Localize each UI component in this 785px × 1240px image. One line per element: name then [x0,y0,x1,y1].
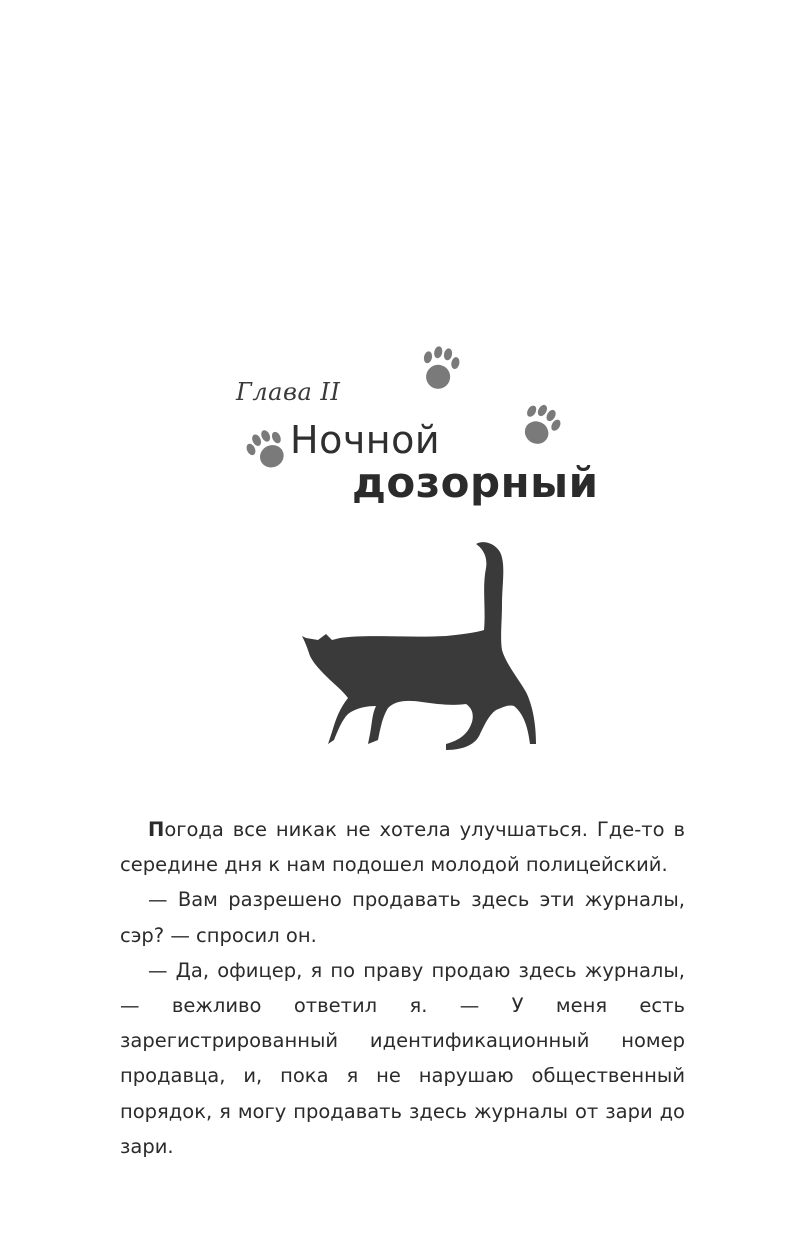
paragraph: — Вам разрешено продавать здесь эти журналы, сэр? — спросил он. [120,888,685,947]
paragraph: — Да, офицер, я по праву продаю здесь журналы, — вежливо ответил я. — У меня есть зарегистрированный идентификационный номер продавца, и, пока я не нарушаю общественный порядок, я могу продавать здесь журналы от зари до зари. [120,958,685,1158]
chapter-title-line-2: дозорный [352,458,599,507]
paw-print-icon [242,430,292,476]
chapter-title-line-1: Ночной [290,418,441,462]
paw-print-icon [516,404,566,450]
body-text [120,812,685,1164]
paw-print-icon [418,344,462,392]
chapter-number: Глава II [236,378,341,406]
initial-letter: П [148,818,165,841]
paragraph [120,812,685,882]
walking-cat-silhouette [296,538,542,756]
paragraph-text: огода все никак не хотела улучшаться. Где-то в середине дня к нам подошел молодой полицейский. [120,818,685,877]
